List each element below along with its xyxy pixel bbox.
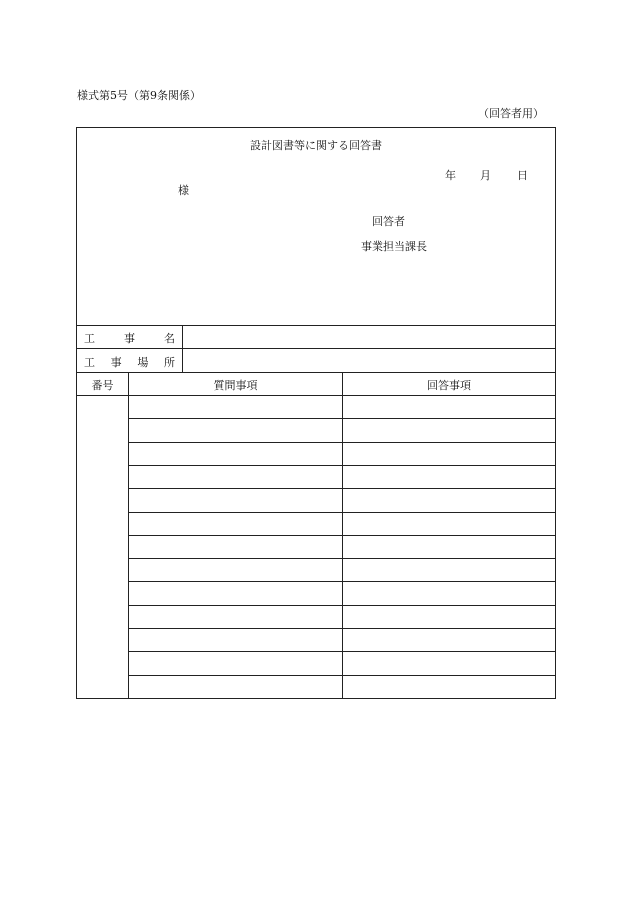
project-location-char: 所	[163, 356, 175, 369]
qa-row-divider	[128, 628, 555, 629]
qa-row-divider	[128, 535, 555, 536]
project-location-label	[84, 354, 175, 370]
project-name-char: 名	[164, 332, 175, 345]
question-column-header: 質問事項	[213, 379, 258, 392]
date-day-label: 日	[517, 169, 528, 182]
qa-row-divider	[128, 675, 555, 676]
answer-column-header: 回答事項	[427, 379, 471, 392]
qa-row-divider	[128, 558, 555, 559]
qa-row-divider	[128, 488, 555, 489]
section-divider	[77, 325, 555, 326]
project-location-char: 場	[137, 356, 149, 369]
answer-form	[76, 127, 556, 699]
table-header-divider	[77, 395, 555, 396]
qa-row-divider	[128, 442, 555, 443]
project-name-char: 工	[84, 332, 95, 345]
qa-row-divider	[128, 465, 555, 466]
project-location-char: 工	[84, 356, 95, 369]
row-divider	[77, 348, 555, 349]
project-location-char: 事	[110, 356, 122, 369]
addressee-suffix: 様	[178, 184, 189, 197]
qa-row-divider	[128, 418, 555, 419]
date-year-label: 年	[445, 169, 456, 182]
project-name-char: 事	[124, 332, 135, 345]
qa-row-divider	[128, 651, 555, 652]
form-number-label: 様式第5号（第9条関係）	[77, 89, 201, 102]
qa-row-divider	[128, 581, 555, 582]
copy-type-label: （回答者用）	[478, 107, 544, 120]
respondent-label: 回答者	[372, 215, 405, 228]
date-month-label: 月	[480, 169, 491, 182]
qa-row-divider	[128, 512, 555, 513]
label-column-divider	[182, 325, 183, 372]
qa-row-divider	[128, 605, 555, 606]
row-divider	[77, 372, 555, 373]
number-column-header: 番号	[91, 379, 114, 392]
project-name-label	[84, 330, 175, 346]
responsible-person-label: 事業担当課長	[361, 240, 427, 253]
document-title: 設計図書等に関する回答書	[250, 139, 382, 152]
